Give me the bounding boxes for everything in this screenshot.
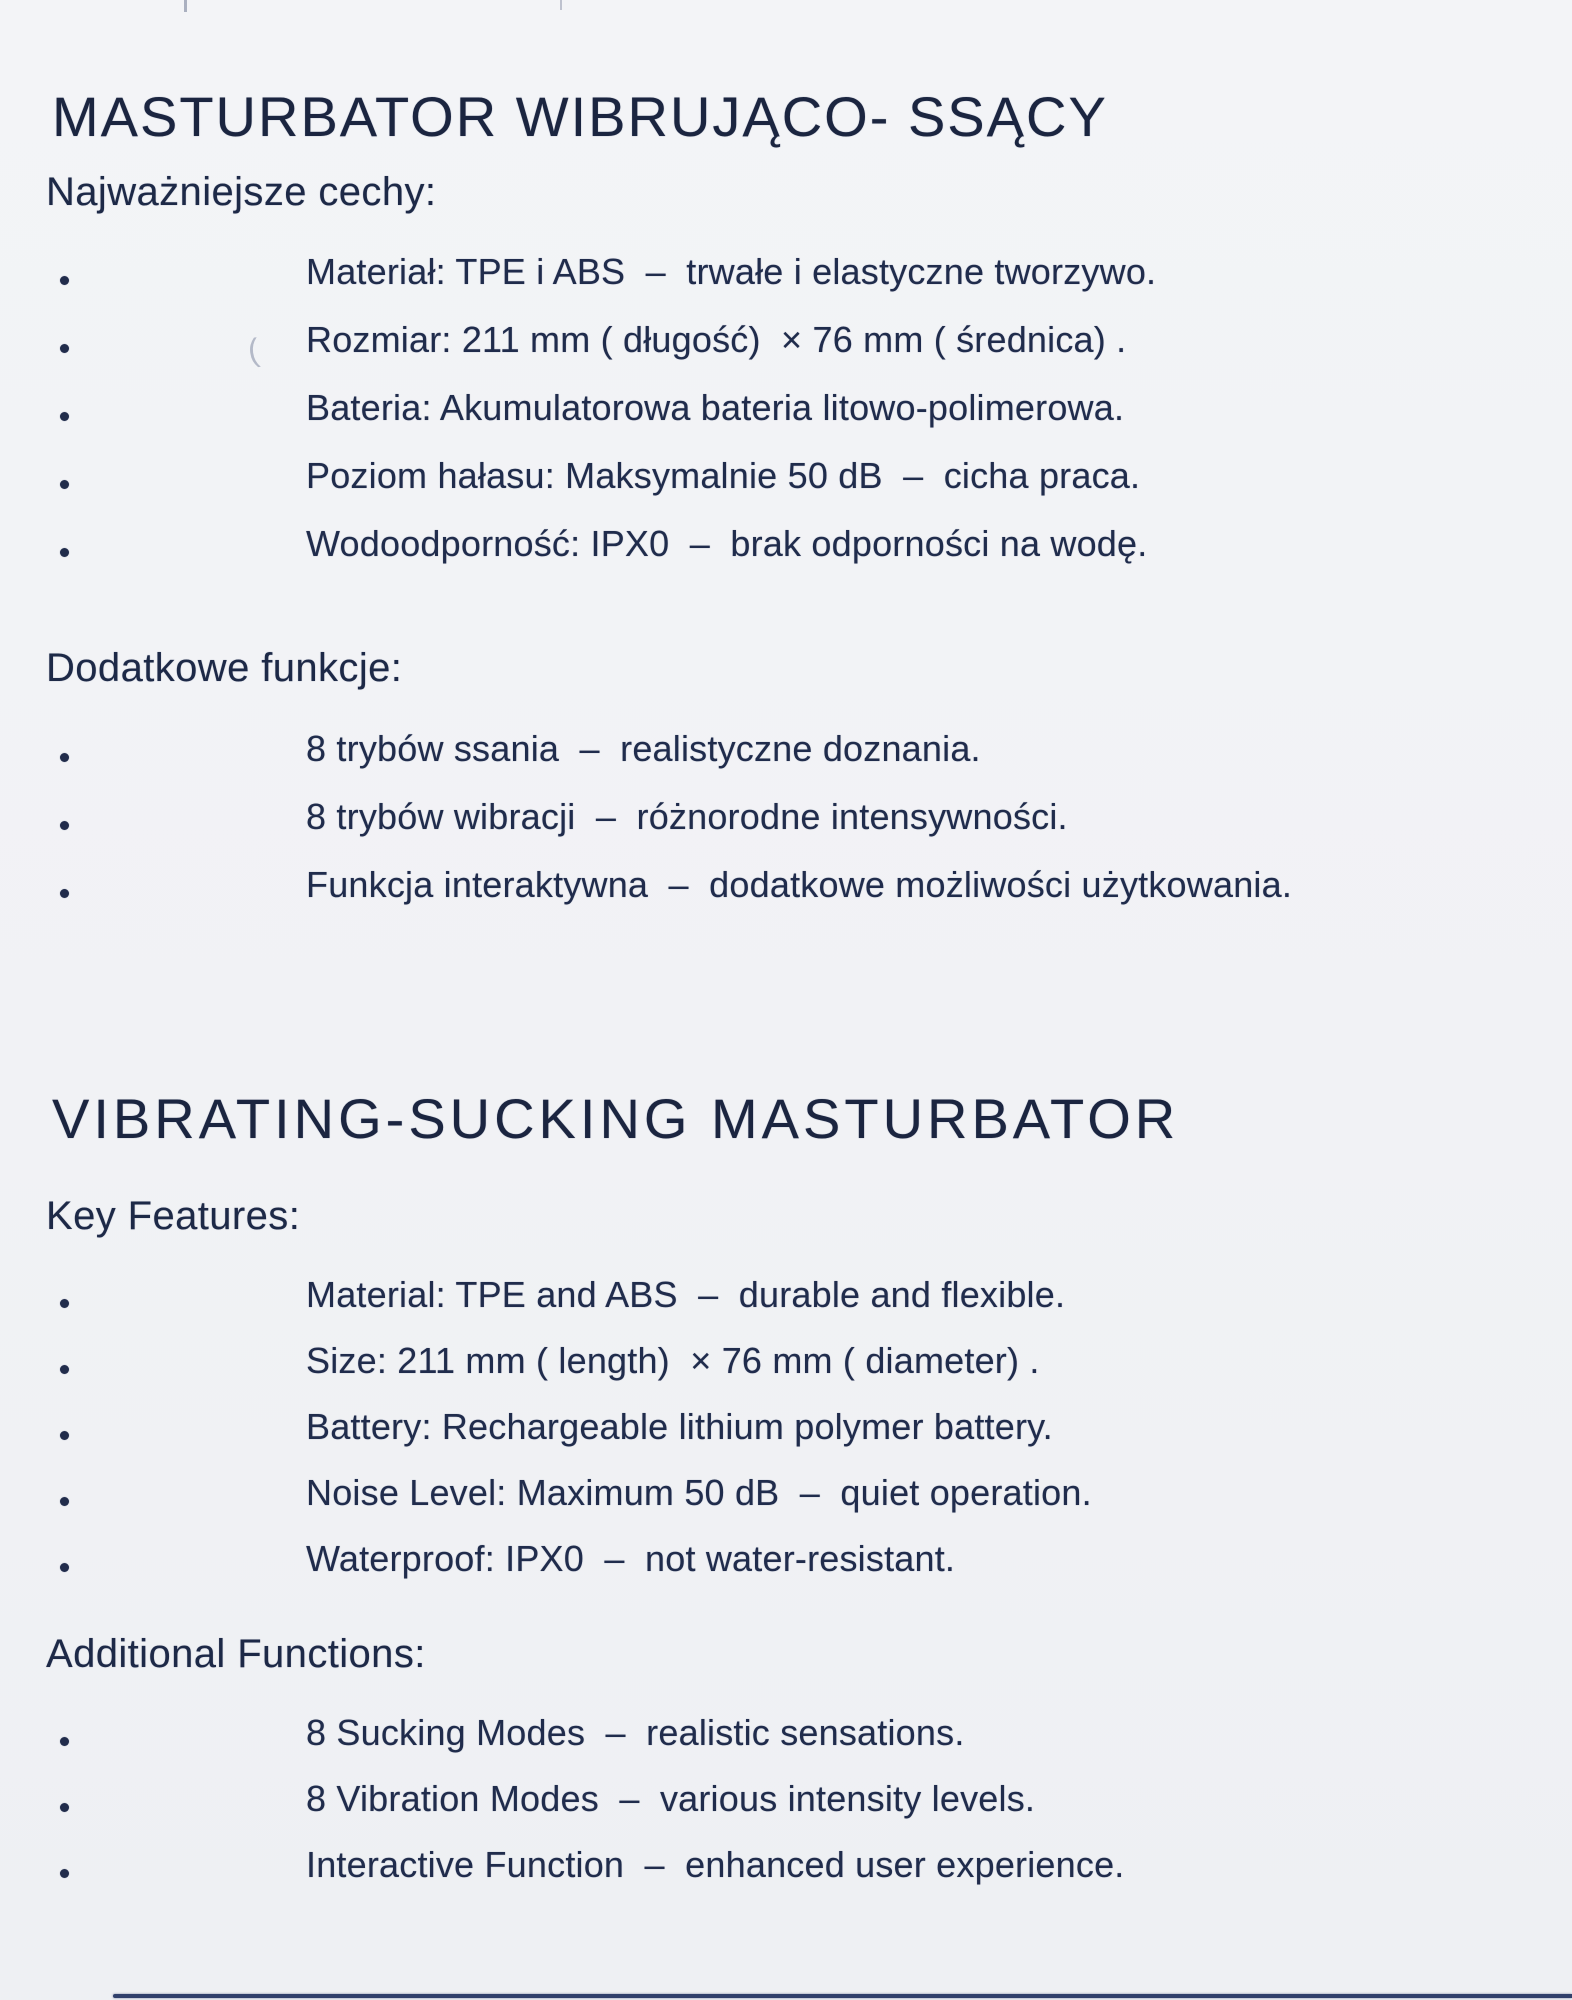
list-item — [0, 306, 1572, 374]
list-item-text: Battery: Rechargeable lithium polymer battery. — [306, 1406, 1053, 1447]
list-item — [0, 1328, 1572, 1394]
english-key-features-heading: Key Features: — [46, 1194, 301, 1238]
list-item — [0, 851, 1572, 919]
polish-section-title: MASTURBATOR WIBRUJĄCO- SSĄCY — [52, 85, 1108, 148]
scan-tick-artifact — [184, 0, 187, 12]
list-item-text: Funkcja interaktywna – dodatkowe możliwości użytkowania. — [306, 864, 1293, 905]
list-item — [0, 783, 1572, 851]
list-item — [0, 238, 1572, 306]
bullet-dot — [60, 1803, 69, 1812]
bullet-dot — [60, 548, 69, 557]
list-item — [0, 1262, 1572, 1328]
bullet-dot — [60, 412, 69, 421]
list-item-text: Poziom hałasu: Maksymalnie 50 dB – cicha praca. — [306, 455, 1141, 496]
scan-smudge-mark: ( — [245, 331, 262, 369]
list-item-text: Bateria: Akumulatorowa bateria litowo-polimerowa. — [306, 387, 1125, 428]
list-item — [0, 374, 1572, 442]
bullet-dot — [60, 1869, 69, 1878]
list-item-text: Size: 211 mm ( length) × 76 mm ( diameter) . — [306, 1340, 1040, 1381]
list-item-text: 8 Vibration Modes – various intensity levels. — [306, 1778, 1036, 1819]
bullet-dot — [60, 753, 69, 762]
list-item — [0, 1394, 1572, 1460]
bullet-dot — [60, 1737, 69, 1746]
list-item — [0, 1832, 1572, 1898]
bullet-dot — [60, 821, 69, 830]
polish-additional-functions-list — [0, 715, 1572, 919]
list-item — [0, 442, 1572, 510]
list-item-text: 8 Sucking Modes – realistic sensations. — [306, 1712, 965, 1753]
list-item — [0, 510, 1572, 578]
list-item — [0, 1700, 1572, 1766]
polish-key-features-heading: Najważniejsze cechy: — [46, 170, 437, 214]
polish-key-features-list — [0, 238, 1572, 578]
bullet-dot — [60, 480, 69, 489]
list-item — [0, 1460, 1572, 1526]
page-bottom-edge-line — [113, 1994, 1572, 1998]
bullet-dot — [60, 889, 69, 898]
list-item — [0, 1526, 1572, 1592]
list-item-text: 8 trybów wibracji – różnorodne intensywności. — [306, 796, 1068, 837]
bullet-dot — [60, 1431, 69, 1440]
list-item — [0, 715, 1572, 783]
list-item-text: 8 trybów ssania – realistyczne doznania. — [306, 728, 981, 769]
bullet-dot — [60, 276, 69, 285]
list-item-text: Wodoodporność: IPX0 – brak odporności na wodę. — [306, 523, 1148, 564]
list-item — [0, 1766, 1572, 1832]
english-additional-functions-heading: Additional Functions: — [46, 1632, 426, 1676]
bullet-dot — [60, 1365, 69, 1374]
list-item-text: Waterproof: IPX0 – not water-resistant. — [306, 1538, 956, 1579]
list-item-text: Materiał: TPE i ABS – trwałe i elastyczne tworzywo. — [306, 251, 1157, 292]
bullet-dot — [60, 1299, 69, 1308]
list-item-text: Noise Level: Maximum 50 dB – quiet operation. — [306, 1472, 1092, 1513]
list-item-text: Material: TPE and ABS – durable and flexible. — [306, 1274, 1066, 1315]
english-section-title: VIBRATING-SUCKING MASTURBATOR — [52, 1087, 1180, 1150]
bullet-dot — [60, 1497, 69, 1506]
polish-additional-functions-heading: Dodatkowe funkcje: — [46, 646, 403, 690]
scan-tick-artifact — [560, 0, 562, 10]
list-item-text: Rozmiar: 211 mm ( długość) × 76 mm ( średnica) . — [306, 319, 1127, 360]
english-additional-functions-list — [0, 1700, 1572, 1898]
english-key-features-list — [0, 1262, 1572, 1592]
bullet-dot — [60, 344, 69, 353]
list-item-text: Interactive Function – enhanced user experience. — [306, 1844, 1125, 1885]
bullet-dot — [60, 1563, 69, 1572]
